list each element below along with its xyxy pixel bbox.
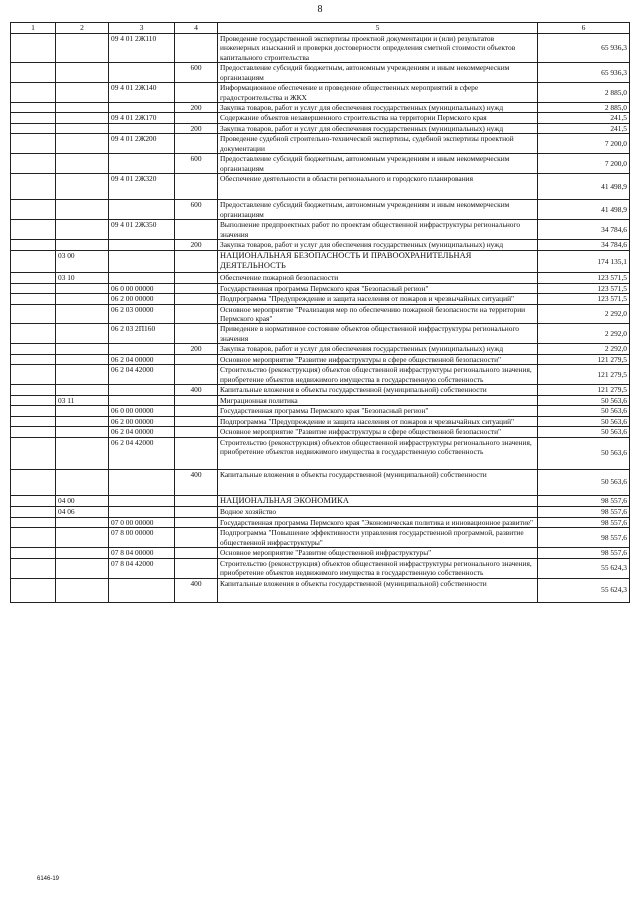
item-name-cell: Закупка товаров, работ и услуг для обеспечения государственных (муниципальных) нужд [218, 240, 538, 250]
expense-type-cell [175, 324, 218, 344]
expense-type-cell [175, 548, 218, 558]
amount-cell: 50 563,6 [538, 427, 630, 437]
amount-cell: 41 498,9 [538, 200, 630, 220]
amount-cell: 123 571,5 [538, 294, 630, 304]
item-name-cell: НАЦИОНАЛЬНАЯ ЭКОНОМИКА [218, 495, 538, 507]
subsection-code-cell [56, 354, 109, 364]
expense-type-cell [175, 134, 218, 154]
table-row [11, 406, 630, 416]
expense-type-cell [175, 517, 218, 527]
amount-cell: 2 885,0 [538, 103, 630, 113]
section-code-cell [11, 507, 56, 517]
section-code-cell [11, 154, 56, 174]
section-code-cell [11, 406, 56, 416]
table-row [11, 578, 630, 602]
table-row [11, 154, 630, 174]
subsection-code-cell [56, 558, 109, 578]
target-article-cell [109, 344, 175, 354]
item-name-cell: Основное мероприятие "Развитие инфраструктуры в сфере общественной безопасности" [218, 354, 538, 364]
section-code-cell [11, 548, 56, 558]
item-name-cell: Основное мероприятие "Реализация мер по обеспечению пожарной безопасности на территории Пермского края" [218, 304, 538, 324]
table-row [11, 304, 630, 324]
target-article-cell: 09 4 01 2Ж200 [109, 134, 175, 154]
subsection-code-cell [56, 365, 109, 385]
expense-type-cell [175, 33, 218, 62]
section-code-cell [11, 427, 56, 437]
section-code-cell [11, 365, 56, 385]
table-row [11, 528, 630, 548]
table-row [11, 63, 630, 83]
table-row [11, 548, 630, 558]
expense-type-cell: 600 [175, 63, 218, 83]
table-row [11, 174, 630, 200]
subsection-code-cell [56, 154, 109, 174]
target-article-cell: 06 2 00 00000 [109, 416, 175, 426]
section-code-cell [11, 416, 56, 426]
table-row [11, 354, 630, 364]
subsection-code-cell [56, 123, 109, 133]
target-article-cell [109, 578, 175, 602]
page-number: 8 [317, 4, 323, 15]
amount-cell: 2 292,0 [538, 324, 630, 344]
expense-type-cell [175, 220, 218, 240]
subsection-code-cell [56, 548, 109, 558]
expense-type-cell: 200 [175, 103, 218, 113]
table-row [11, 103, 630, 113]
table-row [11, 283, 630, 293]
item-name-cell: Капитальные вложения в объекты государственной (муниципальной) собственности [218, 578, 538, 602]
subsection-code-cell [56, 63, 109, 83]
section-code-cell [11, 220, 56, 240]
target-article-cell [109, 469, 175, 495]
section-code-cell [11, 283, 56, 293]
column-number: 6 [538, 23, 630, 34]
item-name-cell: Предоставление субсидий бюджетным, автономным учреждениям и иным некоммерческим организациям [218, 63, 538, 83]
expense-type-cell [175, 354, 218, 364]
item-name-cell: Строительство (реконструкция) объектов общественной инфраструктуры регионального значения, приобретение объектов недвижимого имущества в государственную собственность [218, 437, 538, 469]
table-row [11, 134, 630, 154]
item-name-cell: Предоставление субсидий бюджетным, автономным учреждениям и иным некоммерческим организациям [218, 200, 538, 220]
amount-cell: 50 563,6 [538, 469, 630, 495]
section-code-cell [11, 324, 56, 344]
subsection-code-cell [56, 416, 109, 426]
target-article-cell [109, 154, 175, 174]
expense-type-cell [175, 250, 218, 273]
item-name-cell: Основное мероприятие "Развитие общественной инфраструктуры" [218, 548, 538, 558]
subsection-code-cell [56, 113, 109, 123]
expense-type-cell [175, 528, 218, 548]
amount-cell: 7 200,0 [538, 134, 630, 154]
subsection-code-cell [56, 240, 109, 250]
column-number: 1 [11, 23, 56, 34]
column-number: 2 [56, 23, 109, 34]
section-code-cell [11, 63, 56, 83]
table-row [11, 469, 630, 495]
section-code-cell [11, 240, 56, 250]
amount-cell: 50 563,6 [538, 437, 630, 469]
target-article-cell: 07 8 04 00000 [109, 548, 175, 558]
footer-code: 6146-19 [37, 876, 60, 882]
table-row [11, 200, 630, 220]
subsection-code-cell: 03 10 [56, 273, 109, 283]
amount-cell: 41 498,9 [538, 174, 630, 200]
item-name-cell: Миграционная политика [218, 395, 538, 405]
subsection-code-cell [56, 344, 109, 354]
section-code-cell [11, 273, 56, 283]
subsection-code-cell [56, 437, 109, 469]
target-article-cell [109, 123, 175, 133]
item-name-cell: Государственная программа Пермского края "Экономическая политика и инновационное развитие" [218, 517, 538, 527]
subsection-code-cell [56, 406, 109, 416]
subsection-code-cell [56, 469, 109, 495]
table-row [11, 495, 630, 507]
table-row [11, 437, 630, 469]
amount-cell: 2 292,0 [538, 344, 630, 354]
subsection-code-cell [56, 385, 109, 395]
item-name-cell: Выполнение предпроектных работ по проектам общественной инфраструктуры регионального значения [218, 220, 538, 240]
table-row [11, 273, 630, 283]
section-code-cell [11, 294, 56, 304]
expense-type-cell: 600 [175, 200, 218, 220]
target-article-cell [109, 200, 175, 220]
section-code-cell [11, 174, 56, 200]
expense-type-cell: 600 [175, 154, 218, 174]
subsection-code-cell [56, 528, 109, 548]
target-article-cell [109, 63, 175, 83]
target-article-cell [109, 250, 175, 273]
expense-type-cell [175, 507, 218, 517]
expense-type-cell [175, 437, 218, 469]
section-code-cell [11, 385, 56, 395]
expense-type-cell [175, 558, 218, 578]
table-row [11, 365, 630, 385]
target-article-cell: 06 2 03 2П160 [109, 324, 175, 344]
target-article-cell: 07 8 00 00000 [109, 528, 175, 548]
amount-cell: 98 557,6 [538, 495, 630, 507]
subsection-code-cell: 04 06 [56, 507, 109, 517]
item-name-cell: Закупка товаров, работ и услуг для обеспечения государственных (муниципальных) нужд [218, 103, 538, 113]
subsection-code-cell [56, 578, 109, 602]
table-row [11, 324, 630, 344]
table-row [11, 507, 630, 517]
expense-type-cell: 200 [175, 344, 218, 354]
section-code-cell [11, 469, 56, 495]
section-code-cell [11, 437, 56, 469]
amount-cell: 241,5 [538, 113, 630, 123]
target-article-cell: 06 2 04 42000 [109, 437, 175, 469]
expense-type-cell: 400 [175, 385, 218, 395]
item-name-cell: Обеспечение деятельности в области регионального и городского планирования [218, 174, 538, 200]
column-number: 4 [175, 23, 218, 34]
section-code-cell [11, 344, 56, 354]
item-name-cell: Проведение государственной экспертизы проектной документации и (или) результатов инженерных изысканий и проверки достоверности определения сметной стоимости объектов капитального строительства [218, 33, 538, 62]
item-name-cell: Капитальные вложения в объекты государственной (муниципальной) собственности [218, 469, 538, 495]
section-code-cell [11, 528, 56, 548]
section-code-cell [11, 134, 56, 154]
section-code-cell [11, 113, 56, 123]
item-name-cell: Строительство (реконструкция) объектов общественной инфраструктуры регионального значения, приобретение объектов недвижимого имущества в государственную собственность [218, 558, 538, 578]
amount-cell: 34 784,6 [538, 220, 630, 240]
table-row [11, 113, 630, 123]
target-article-cell [109, 495, 175, 507]
target-article-cell: 09 4 01 2Ж140 [109, 83, 175, 103]
subsection-code-cell: 03 00 [56, 250, 109, 273]
item-name-cell: Проведение судебной строительно-технической экспертизы, судебной экспертизы проектной документации [218, 134, 538, 154]
amount-cell: 98 557,6 [538, 528, 630, 548]
expense-type-cell: 200 [175, 240, 218, 250]
target-article-cell: 06 2 04 00000 [109, 427, 175, 437]
table-row [11, 395, 630, 405]
table-row [11, 517, 630, 527]
subsection-code-cell: 04 00 [56, 495, 109, 507]
target-article-cell: 06 0 00 00000 [109, 283, 175, 293]
expense-type-cell [175, 294, 218, 304]
table-row [11, 240, 630, 250]
column-number: 5 [218, 23, 538, 34]
target-article-cell [109, 395, 175, 405]
section-code-cell [11, 354, 56, 364]
section-code-cell [11, 83, 56, 103]
target-article-cell [109, 240, 175, 250]
item-name-cell: Капитальные вложения в объекты государственной (муниципальной) собственности [218, 385, 538, 395]
expense-type-cell [175, 283, 218, 293]
item-name-cell: Строительство (реконструкция) объектов общественной инфраструктуры регионального значения, приобретение объектов недвижимого имущества в государственную собственность [218, 365, 538, 385]
section-code-cell [11, 33, 56, 62]
amount-cell: 174 135,1 [538, 250, 630, 273]
amount-cell: 98 557,6 [538, 517, 630, 527]
subsection-code-cell [56, 83, 109, 103]
section-code-cell [11, 395, 56, 405]
column-number-row [11, 23, 630, 34]
target-article-cell: 06 2 03 00000 [109, 304, 175, 324]
table-row [11, 123, 630, 133]
target-article-cell: 09 4 01 2Ж110 [109, 33, 175, 62]
expense-type-cell [175, 365, 218, 385]
subsection-code-cell [56, 427, 109, 437]
subsection-code-cell [56, 517, 109, 527]
expense-type-cell [175, 416, 218, 426]
section-code-cell [11, 558, 56, 578]
expense-type-cell [175, 427, 218, 437]
target-article-cell [109, 273, 175, 283]
item-name-cell: НАЦИОНАЛЬНАЯ БЕЗОПАСНОСТЬ И ПРАВООХРАНИТЕЛЬНАЯ ДЕЯТЕЛЬНОСТЬ [218, 250, 538, 273]
expense-type-cell [175, 395, 218, 405]
table-row [11, 83, 630, 103]
item-name-cell: Основное мероприятие "Развитие инфраструктуры в сфере общественной безопасности" [218, 427, 538, 437]
target-article-cell: 06 2 04 42000 [109, 365, 175, 385]
subsection-code-cell [56, 174, 109, 200]
target-article-cell: 09 4 01 2Ж350 [109, 220, 175, 240]
amount-cell: 50 563,6 [538, 406, 630, 416]
expense-type-cell: 400 [175, 578, 218, 602]
table-row [11, 220, 630, 240]
item-name-cell: Подпрограмма "Предупреждение и защита населения от пожаров и чрезвычайных ситуаций" [218, 294, 538, 304]
target-article-cell: 09 4 01 2Ж320 [109, 174, 175, 200]
target-article-cell: 07 0 00 00000 [109, 517, 175, 527]
expense-type-cell [175, 113, 218, 123]
amount-cell: 241,5 [538, 123, 630, 133]
item-name-cell: Государственная программа Пермского края "Безопасный регион" [218, 283, 538, 293]
expense-type-cell [175, 273, 218, 283]
target-article-cell: 09 4 01 2Ж170 [109, 113, 175, 123]
section-code-cell [11, 200, 56, 220]
item-name-cell: Закупка товаров, работ и услуг для обеспечения государственных (муниципальных) нужд [218, 344, 538, 354]
amount-cell: 98 557,6 [538, 548, 630, 558]
subsection-code-cell [56, 294, 109, 304]
subsection-code-cell [56, 324, 109, 344]
target-article-cell: 07 8 04 42000 [109, 558, 175, 578]
budget-table [10, 22, 630, 603]
subsection-code-cell [56, 134, 109, 154]
amount-cell: 123 571,5 [538, 283, 630, 293]
subsection-code-cell [56, 304, 109, 324]
amount-cell: 2 292,0 [538, 304, 630, 324]
item-name-cell: Государственная программа Пермского края "Безопасный регион" [218, 406, 538, 416]
item-name-cell: Приведение в нормативное состояние объектов общественной инфраструктуры регионального значения [218, 324, 538, 344]
amount-cell: 34 784,6 [538, 240, 630, 250]
section-code-cell [11, 103, 56, 113]
section-code-cell [11, 123, 56, 133]
expense-type-cell [175, 304, 218, 324]
subsection-code-cell [56, 103, 109, 113]
subsection-code-cell: 03 11 [56, 395, 109, 405]
table-row [11, 344, 630, 354]
table-row [11, 294, 630, 304]
target-article-cell: 06 2 00 00000 [109, 294, 175, 304]
amount-cell: 55 624,3 [538, 578, 630, 602]
item-name-cell: Подпрограмма "Повышение эффективности управления государственной программой, развитие общественной инфраструктуры" [218, 528, 538, 548]
target-article-cell [109, 103, 175, 113]
target-article-cell [109, 507, 175, 517]
item-name-cell: Подпрограмма "Предупреждение и защита населения от пожаров и чрезвычайных ситуаций" [218, 416, 538, 426]
expense-type-cell: 200 [175, 123, 218, 133]
subsection-code-cell [56, 283, 109, 293]
expense-type-cell [175, 406, 218, 416]
expense-type-cell [175, 495, 218, 507]
expense-type-cell [175, 174, 218, 200]
item-name-cell: Содержание объектов незавершенного строительства на территории Пермского края [218, 113, 538, 123]
amount-cell: 2 885,0 [538, 83, 630, 103]
subsection-code-cell [56, 220, 109, 240]
expense-type-cell: 400 [175, 469, 218, 495]
table-row [11, 33, 630, 62]
item-name-cell: Предоставление субсидий бюджетным, автономным учреждениям и иным некоммерческим организациям [218, 154, 538, 174]
table-row [11, 250, 630, 273]
column-number: 3 [109, 23, 175, 34]
target-article-cell [109, 385, 175, 395]
subsection-code-cell [56, 33, 109, 62]
item-name-cell: Обеспечение пожарной безопасности [218, 273, 538, 283]
amount-cell: 123 571,5 [538, 273, 630, 283]
target-article-cell: 06 0 00 00000 [109, 406, 175, 416]
amount-cell: 121 279,5 [538, 354, 630, 364]
table-row [11, 385, 630, 395]
amount-cell: 121 279,5 [538, 385, 630, 395]
section-code-cell [11, 578, 56, 602]
section-code-cell [11, 250, 56, 273]
section-code-cell [11, 304, 56, 324]
amount-cell: 55 624,3 [538, 558, 630, 578]
item-name-cell: Информационное обеспечение и проведение общественных мероприятий в сфере градостроительства и ЖКХ [218, 83, 538, 103]
amount-cell: 50 563,6 [538, 416, 630, 426]
target-article-cell: 06 2 04 00000 [109, 354, 175, 364]
section-code-cell [11, 517, 56, 527]
subsection-code-cell [56, 200, 109, 220]
item-name-cell: Водное хозяйство [218, 507, 538, 517]
table-row [11, 416, 630, 426]
amount-cell: 65 936,3 [538, 33, 630, 62]
table-row [11, 427, 630, 437]
amount-cell: 50 563,6 [538, 395, 630, 405]
section-code-cell [11, 495, 56, 507]
table-row [11, 558, 630, 578]
amount-cell: 121 279,5 [538, 365, 630, 385]
amount-cell: 7 200,0 [538, 154, 630, 174]
amount-cell: 98 557,6 [538, 507, 630, 517]
amount-cell: 65 936,3 [538, 63, 630, 83]
expense-type-cell [175, 83, 218, 103]
item-name-cell: Закупка товаров, работ и услуг для обеспечения государственных (муниципальных) нужд [218, 123, 538, 133]
